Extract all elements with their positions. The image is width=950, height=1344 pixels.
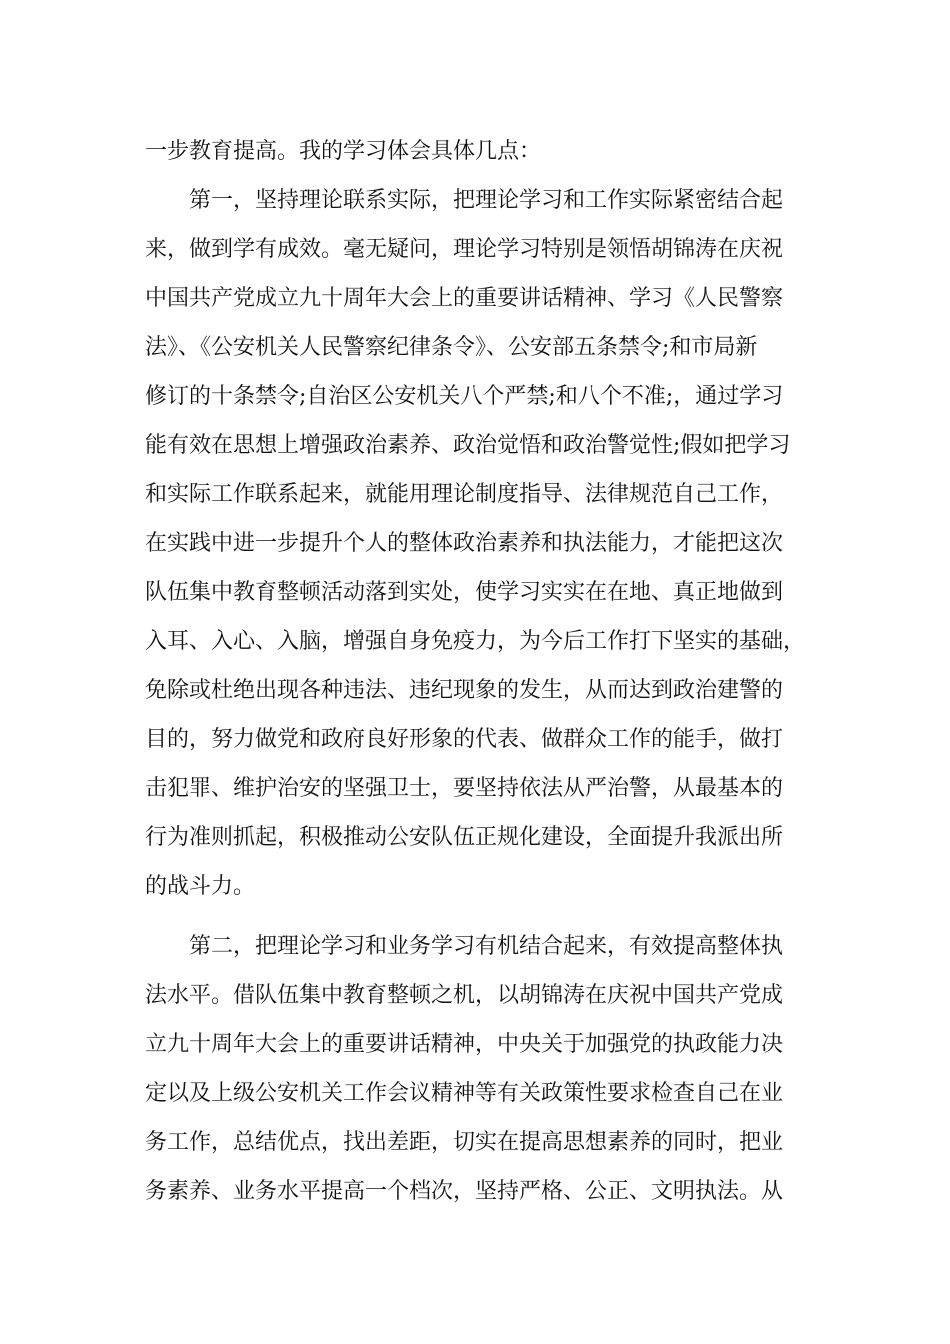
text-line: 务素养、业务水平提高一个档次，坚持严格、公正、文明执法。从 [145, 1179, 784, 1204]
text-line: 队伍集中教育整顿活动落到实处，使学习实实在在地、真正地做到 [145, 580, 784, 605]
text-line: 务工作，总结优点，找出差距，切实在提高思想素养的同时，把业 [145, 1130, 784, 1155]
text-line: 的战斗力。 [145, 874, 256, 899]
text-line: 法水平。借队伍集中教育整顿之机，以胡锦涛在庆祝中国共产党成 [145, 983, 784, 1008]
text-line: 目的，努力做党和政府良好形象的代表、做群众工作的能手，做打 [145, 727, 784, 752]
text-line: 中国共产党成立九十周年大会上的重要讲话精神、学习《人民警察 [145, 286, 784, 311]
text-line: 能有效在思想上增强政治素养、政治觉悟和政治警觉性;假如把学习 [145, 433, 791, 458]
text-line: 在实践中进一步提升个人的整体政治素养和执法能力，才能把这次 [145, 531, 784, 556]
text-line: 免除或杜绝出现各种违法、违纪现象的发生，从而达到政治建警的 [145, 678, 784, 703]
text-line: 法》、《公安机关人民警察纪律条令》、公安部五条禁令;和市局新 [145, 335, 758, 360]
text-line: 定以及上级公安机关工作会议精神等有关政策性要求检查自己在业 [145, 1081, 784, 1106]
text-line: 行为准则抓起，积极推动公安队伍正规化建设，全面提升我派出所 [145, 825, 784, 850]
text-line: 和实际工作联系起来，就能用理论制度指导、法律规范自己工作， [145, 482, 784, 507]
text-line: 立九十周年大会上的重要讲话精神，中央关于加强党的执政能力决 [145, 1032, 784, 1057]
text-line: 一步教育提高。我的学习体会具体几点： [145, 139, 542, 164]
text-line: 击犯罪、维护治安的坚强卫士，要坚持依法从严治警，从最基本的 [145, 776, 784, 801]
text-line: 来，做到学有成效。毫无疑问，理论学习特别是领悟胡锦涛在庆祝 [145, 237, 784, 262]
text-line: 第二，把理论学习和业务学习有机结合起来，有效提高整体执 [145, 934, 784, 959]
text-line: 修订的十条禁令;自治区公安机关八个严禁;和八个不准;，通过学习 [145, 384, 784, 409]
text-line: 第一，坚持理论联系实际，把理论学习和工作实际紧密结合起 [145, 188, 784, 213]
text-line: 入耳、入心、入脑，增强自身免疫力，为今后工作打下坚实的基础， [145, 629, 806, 654]
